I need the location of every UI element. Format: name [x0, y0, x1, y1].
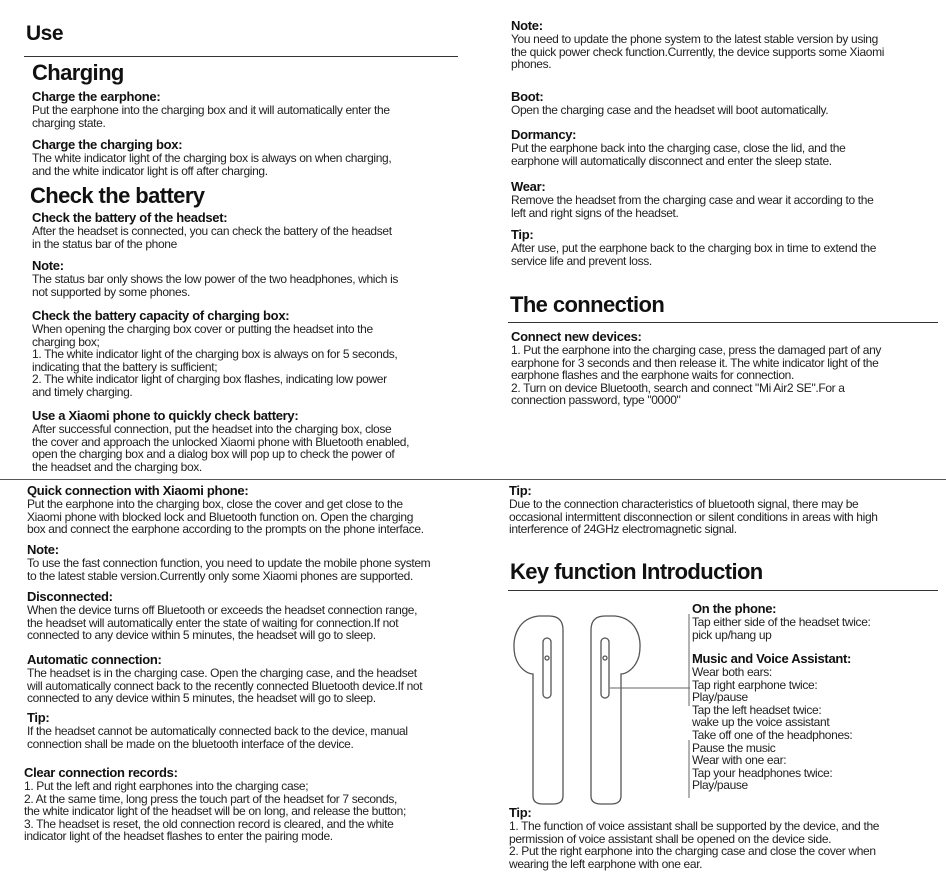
- text-line: After use, put the earphone back to the charging box in time to extend the: [511, 241, 877, 255]
- text-line: Tap your headphones twice:: [692, 765, 833, 780]
- text-line: If the headset cannot be automatically connected back to the device, manual: [27, 724, 408, 738]
- label-tip-bottom-right: Tip:: [509, 483, 532, 498]
- text-line: connected to any device within 5 minutes, the headset will go to sleep.: [27, 691, 376, 706]
- text-line: 2. At the same time, long press the touch part of the headset for 7 seconds,: [24, 791, 397, 806]
- left-earbud-slot-icon: [543, 638, 551, 698]
- label-charge-earphone: Charge the earphone:: [32, 89, 161, 104]
- text-tip-bottom-left: [27, 725, 477, 750]
- text-note-top-right: [511, 33, 931, 71]
- text-line: earphone flashes and the earphone waits for connection.: [511, 368, 794, 383]
- text-line: The headset is in the charging case. Open the charging case, and the headset: [27, 666, 417, 680]
- left-earbud-icon: [514, 616, 563, 804]
- text-battery-headset: [32, 225, 452, 250]
- label-music-voice: Music and Voice Assistant:: [692, 651, 852, 666]
- divider: [508, 322, 938, 323]
- text-line: Put the earphone into the charging box, close the cover and get close to the: [27, 497, 403, 511]
- label-connect-new: Connect new devices:: [511, 329, 642, 344]
- text-line: the cover and approach the unlocked Xiaomi phone with Bluetooth enabled,: [32, 434, 410, 449]
- text-line: Tap the left headset twice:: [692, 702, 822, 717]
- text-line: Put the earphone back into the charging case, close the lid, and the: [511, 141, 846, 155]
- heading-key-function: Key function Introduction: [510, 559, 763, 584]
- label-boot: Boot:: [511, 89, 544, 104]
- section-title-use: Use: [26, 22, 64, 45]
- text-line: will automatically connect back to the recently connected Bluetooth device.If not: [27, 678, 423, 693]
- text-line: Play/pause: [692, 690, 748, 705]
- text-line: wake up the voice assistant: [692, 715, 830, 730]
- label-charge-box: Charge the charging box:: [32, 137, 183, 152]
- text-line: phones.: [511, 57, 552, 72]
- label-battery-note: Note:: [32, 258, 64, 273]
- text-line: the headset and the charging box.: [32, 459, 202, 474]
- text-battery-note: [32, 273, 452, 298]
- text-tip-top-right: [511, 242, 931, 267]
- text-line: the headset will automatically enter the state of waiting for connection.If not: [27, 615, 399, 630]
- text-line: connection shall be made on the bluetooth interface of the device.: [27, 736, 354, 751]
- text-line: 2. Put the right earphone into the charging case and close the cover when: [509, 844, 876, 859]
- text-line: 1. The function of voice assistant shall be supported by the device, and the: [509, 819, 880, 833]
- text-line: Take off one of the headphones:: [692, 727, 853, 742]
- text-line: charging box;: [32, 334, 100, 349]
- text-line: Play/pause: [692, 778, 748, 793]
- text-tip-key-function: [509, 820, 929, 870]
- text-line: After successful connection, put the headset into the charging box, close: [32, 422, 392, 436]
- text-line: 3. The headset is reset, the old connection record is cleared, and the white: [24, 816, 394, 831]
- text-dormancy: [511, 142, 931, 167]
- text-line: After the headset is connected, you can check the battery of the headset: [32, 224, 392, 238]
- text-line: To use the fast connection function, you need to update the mobile phone system: [27, 556, 431, 570]
- divider: [508, 590, 938, 591]
- text-line: wearing the left earphone with one ear.: [509, 856, 703, 871]
- text-line: Due to the connection characteristics of bluetooth signal, there may be: [509, 497, 859, 511]
- right-earbud-dot-icon: [603, 656, 607, 660]
- text-line: permission of voice assistant shall be opened on the device side.: [509, 831, 832, 846]
- text-line: 2. The white indicator light of charging box flashes, indicating low power: [32, 372, 387, 387]
- label-note-bottom-left: Note:: [27, 542, 59, 557]
- text-line: When the device turns off Bluetooth or exceeds the headset connection range,: [27, 603, 418, 617]
- right-earbud-icon: [591, 616, 640, 804]
- text-line: Wear with one ear:: [692, 753, 787, 768]
- text-line: indicator light of the headset flashes to enter the pairing mode.: [24, 829, 333, 844]
- text-line: in the status bar of the phone: [32, 236, 177, 251]
- text-line: Put the earphone into the charging box and it will automatically enter the: [32, 103, 390, 117]
- label-tip-key-function: Tip:: [509, 805, 532, 820]
- text-line: Tap right earphone twice:: [692, 677, 818, 692]
- text-line: to the latest stable version.Currently only some Xiaomi phones are supported.: [27, 568, 413, 583]
- text-line: the white indicator light of the headset will be on long, and release the button;: [24, 804, 406, 819]
- text-line: When opening the charging box cover or putting the headset into the: [32, 322, 373, 336]
- text-line: charging state.: [32, 115, 106, 130]
- right-earbud-slot-icon: [601, 638, 609, 698]
- text-line: Remove the headset from the charging case and wear it according to the: [511, 193, 874, 207]
- text-line: The white indicator light of the charging box is always on when charging,: [32, 151, 392, 165]
- text-charge-earphone: [32, 104, 452, 129]
- text-line: The status bar only shows the low power of the two headphones, which is: [32, 272, 399, 286]
- label-battery-xiaomi: Use a Xiaomi phone to quickly check battery:: [32, 408, 299, 423]
- text-on-phone: [692, 616, 932, 641]
- text-line: left and right signs of the headset.: [511, 205, 679, 220]
- text-quick-connection: [27, 498, 477, 536]
- text-line: Open the charging case and the headset will boot automatically.: [511, 103, 829, 117]
- text-connect-new: [511, 344, 931, 407]
- page-fold-line: [0, 479, 946, 480]
- text-line: You need to update the phone system to the latest stable version by using: [511, 32, 878, 46]
- text-line: earphone for 3 seconds and then release it. The white indicator light of the: [511, 355, 879, 370]
- text-line: service life and prevent loss.: [511, 253, 652, 268]
- text-line: indicating that the battery is sufficient;: [32, 359, 218, 374]
- text-line: and timely charging.: [32, 384, 133, 399]
- text-line: box and connect the earphone according to the prompts on the phone interface.: [27, 522, 424, 537]
- label-tip-bottom-left: Tip:: [27, 710, 50, 725]
- text-line: Tap either side of the headset twice:: [692, 615, 871, 629]
- label-tip-top-right: Tip:: [511, 227, 534, 242]
- label-on-phone: On the phone:: [692, 601, 777, 616]
- divider: [24, 56, 458, 57]
- text-line: 1. The white indicator light of the charging box is always on for 5 seconds,: [32, 347, 398, 362]
- text-line: earphone will automatically disconnect and enter the sleep state.: [511, 153, 832, 168]
- text-line: pick up/hang up: [692, 627, 772, 642]
- text-charge-box: [32, 152, 452, 177]
- label-quick-connection: Quick connection with Xiaomi phone:: [27, 483, 249, 498]
- label-note-top-right: Note:: [511, 18, 543, 33]
- label-disconnected: Disconnected:: [27, 589, 113, 604]
- text-tip-bottom-right: [509, 498, 929, 536]
- label-dormancy: Dormancy:: [511, 127, 577, 142]
- text-battery-box: [32, 323, 452, 399]
- label-battery-headset: Check the battery of the headset:: [32, 210, 228, 225]
- text-line: interference of 24GHz electromagnetic signal.: [509, 522, 737, 537]
- text-line: occasional intermittent disconnection or silent conditions in areas with high: [509, 509, 878, 524]
- text-battery-xiaomi: [32, 423, 452, 473]
- heading-connection: The connection: [510, 292, 665, 317]
- text-automatic-connection: [27, 667, 477, 705]
- left-earbud-dot-icon: [545, 656, 549, 660]
- text-clear-records: [24, 780, 474, 843]
- text-line: connection password, type "0000": [511, 393, 681, 408]
- earphones-illustration: [505, 608, 695, 808]
- text-wear: [511, 194, 931, 219]
- text-line: 1. Put the left and right earphones into the charging case;: [24, 779, 309, 793]
- text-music-voice: [692, 666, 932, 792]
- text-boot: [511, 104, 931, 117]
- text-line: Xiaomi phone with blocked lock and Bluetooth function on. Open the charging: [27, 509, 414, 524]
- text-line: 1. Put the earphone into the charging case, press the damaged part of any: [511, 343, 882, 357]
- text-note-bottom-left: [27, 557, 477, 582]
- text-line: not supported by some phones.: [32, 284, 190, 299]
- text-disconnected: [27, 604, 477, 642]
- text-line: the quick power check function.Currently, the device supports some Xiaomi: [511, 44, 885, 59]
- heading-check-battery: Check the battery: [30, 183, 205, 208]
- label-automatic-connection: Automatic connection:: [27, 652, 162, 667]
- heading-charging: Charging: [32, 60, 124, 85]
- text-line: Pause the music: [692, 740, 776, 755]
- text-line: open the charging box and a dialog box will pop up to check the power of: [32, 447, 395, 462]
- text-line: and the white indicator light is off after charging.: [32, 163, 268, 178]
- text-line: 2. Turn on device Bluetooth, search and connect "Mi Air2 SE".For a: [511, 380, 845, 395]
- text-line: connected to any device within 5 minutes, the headset will go to sleep.: [27, 628, 376, 643]
- text-line: Wear both ears:: [692, 665, 772, 679]
- label-wear: Wear:: [511, 179, 546, 194]
- label-clear-records: Clear connection records:: [24, 765, 178, 780]
- label-battery-box: Check the battery capacity of charging box:: [32, 308, 290, 323]
